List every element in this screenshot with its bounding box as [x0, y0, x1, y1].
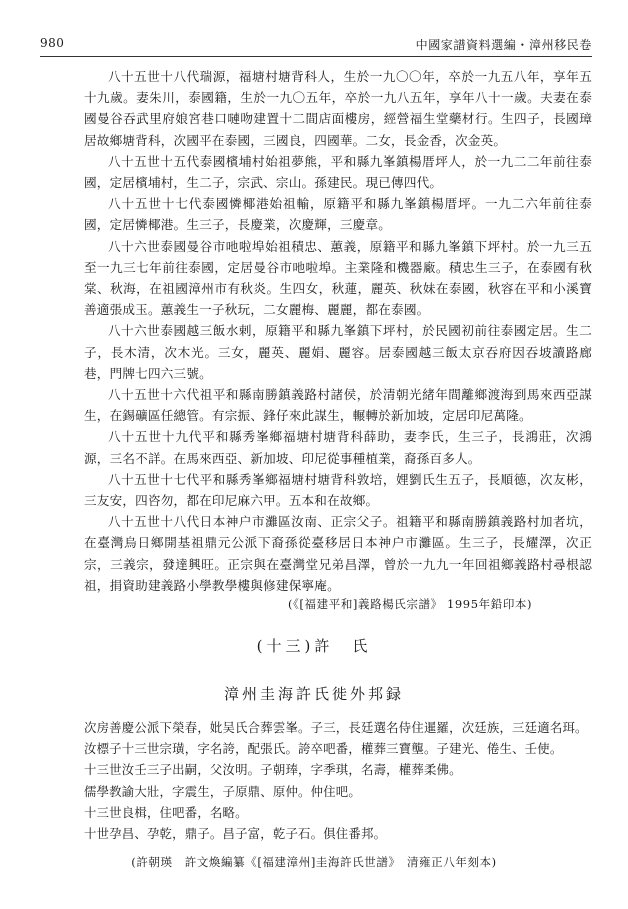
- paragraph: 八十六世泰國越三飯水剌，原籍平和縣九峯鎮下坪村，於民國初前往泰國定居。生二子，長木清，次木光。三女，麗英、麗娟、麗容。居泰國越三飯太京吞府因吞坡讀路廊巷，門牌七四六三號。: [84, 323, 592, 381]
- genealogy-entry: 十三世汝壬三子出嗣，父汝明。子朝琫，字季琪，名壽，權葬柔佛。: [84, 762, 462, 778]
- source-citation: (《[福建平和]義路楊氏宗譜》 1995年鉛印本): [288, 597, 533, 611]
- page-number: 980: [40, 36, 65, 50]
- paragraph: 八十五世十五代泰國檳埔村始祖夢熊，平和縣九峯鎮楊厝坪人，於一九二二年前往泰國，定居檳埔村，生二子，宗武、宗山。孫建民。現已傳四代。: [84, 153, 592, 191]
- section-subtitle: 漳州圭海許氏徙外邦録: [223, 685, 404, 703]
- genealogy-entry: 十三世良楫，住吧番，名略。: [84, 804, 248, 820]
- paragraph: 八十五世十七代泰國憐椰港始祖輸，原籍平和縣九峯鎮楊厝坪。一九二六年前往泰國，定居憐椰港。生三子，長慶業，次慶輝，三慶章。: [84, 196, 592, 233]
- page-header: [0, 0, 628, 56]
- paragraph: 八十五世十七代平和縣秀峯鄉福塘村塘背科敦培，娌劉氏生五子，長順德，次友彬，三友安，四咨勿，都在印尼麻六甲。五本和在故鄉。: [84, 471, 592, 509]
- paragraph: 八十六世泰國曼谷市吔啦埠始祖積忠、蕙義，原籍平和縣九峯鎮下坪村。於一九三五至一九三七年前往泰國，定居曼谷市吔啦埠。主業隆和機器廠。積忠生三子，在泰國有秋棠、秋海，在祖國漳州市有秋炎。生四女，秋蓮，麗英、秋妹在泰國，秋容在平和小溪寶善適張成玉。蕙義生一子秋玩，二女麗梅、麗麗，都在泰國。: [84, 238, 592, 318]
- paragraph: 八十五世十九代平和縣秀峯鄉福塘村塘背科薛助，妻李氏，生三子，長鴻莊，次鴻源，三名不詳。在馬來西亞、新加坡、印尼從事種植業，裔孫百多人。: [84, 429, 592, 466]
- running-title: 中國家譜資料選編・漳州移民卷: [415, 38, 592, 52]
- genealogy-entry: 儒學教諭大壯，字震生，子原鼎、原仲。仲住吧。: [84, 783, 361, 799]
- paragraph: 八十五世十六代祖平和縣南勝鎮義路村諸侯，於清朝光緒年間離鄉渡海到馬來西亞謀生，在錫礦區任總管。有宗振、鋒仔來此謀生，輾轉於新加坡，定居印尼萬隆。: [84, 387, 592, 424]
- bottom-citation: (許朝瑛 許文煥編纂《[福建漳州]圭海許氏世譜》 清雍正八年刻本): [131, 855, 497, 869]
- genealogy-entry: 次房善慶公派下榮春，妣吴氏合葬雲峯。子三，長廷選名侍住暹羅，次廷族，三廷適名珥。: [84, 720, 588, 735]
- paragraph: 八十五世十八代瑞源，福塘村塘背科人，生於一九〇〇年，卒於一九五八年，享年五十九歲。妻朱川，泰國籍，生於一九〇五年，卒於一九八五年，享年八十一歲。夫妻在泰國曼谷吞武里府娘宮巷口嗹吻建置十二間店面樓房，經營福生堂藥材行。生四子，長國璋居故鄉塘背科，次國平在泰國，三國良，四國華。二女，長金香，次金英。: [84, 69, 592, 148]
- genealogy-entry: 十世孕昌、孕乾，鼎子。昌子富，乾子石。俱住番邦。: [84, 826, 387, 842]
- header-rule: [40, 56, 592, 57]
- section-heading: (十三)許 氏: [256, 637, 372, 655]
- paragraph: 八十五世十八代日本神户市灘區汝南、正宗父子。祖籍平和縣南勝鎮義路村加者坑，在臺灣烏日鄉開基祖鼎元公派下裔孫從臺移居日本神户市灘區。生三子，長耀澤，次正宗，三義宗，發達興旺。正宗與在臺灣堂兄弟昌澤，曾於一九九一年回祖鄉義路村尋根認祖，捐資助建義路小學教學樓與修建保寧庵。: [84, 514, 592, 593]
- genealogy-entries: [84, 717, 604, 844]
- genealogy-entry: 汝標子十三世宗璜，字名誇，配張氏。誇卒吧番，權葬三寶壟。子建光、倦生、壬使。: [84, 741, 563, 757]
- body-text: [84, 66, 592, 596]
